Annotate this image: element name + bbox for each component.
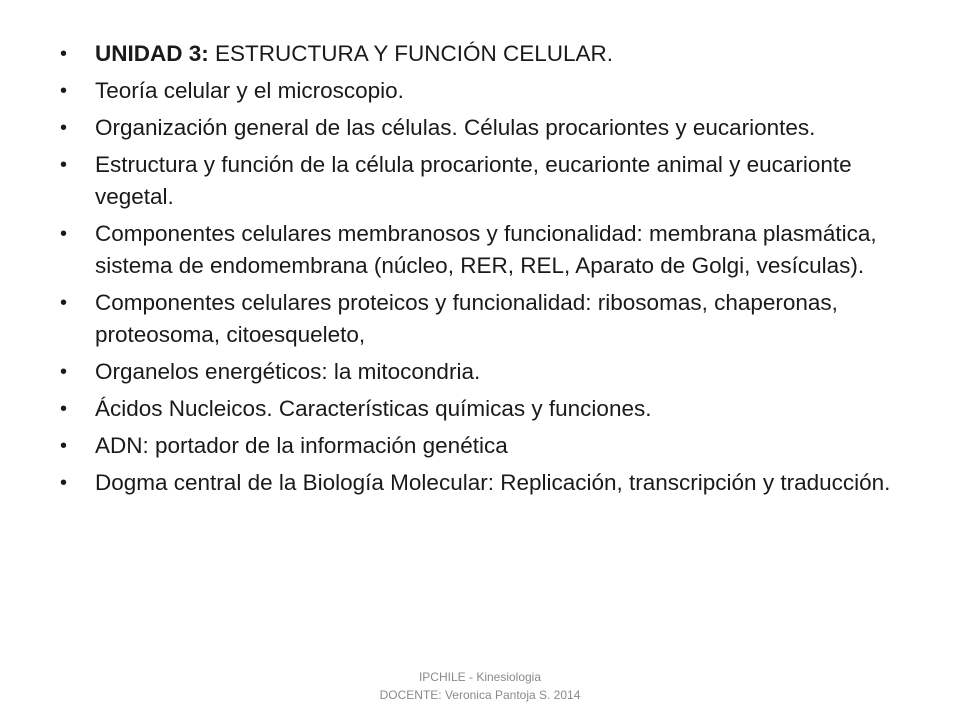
bullet-icon: • xyxy=(60,154,68,176)
bullet-text: Organelos energéticos: la mitocondria. xyxy=(95,359,481,384)
bullet-icon: • xyxy=(60,435,68,457)
bullet-text: Componentes celulares proteicos y funcionalidad: ribosomas, chaperonas, proteosoma, citoesqueleto, xyxy=(95,290,838,347)
bullet-item-estructura xyxy=(60,149,920,213)
bullet-item-proteicos xyxy=(60,287,920,351)
bullet-bold-label: UNIDAD 3: xyxy=(95,41,209,66)
bullet-text: Estructura y función de la célula procarionte, eucarionte animal y eucarionte vegetal. xyxy=(95,152,852,209)
bullet-text: Ácidos Nucleicos. Características químicas y funciones. xyxy=(95,396,652,421)
bullet-icon: • xyxy=(60,398,68,420)
footer-institution: IPCHILE - Kinesiologia xyxy=(418,670,542,684)
bullet-icon: • xyxy=(60,361,68,383)
bullet-list xyxy=(60,38,920,504)
bullet-icon: • xyxy=(60,80,68,102)
bullet-item-adn xyxy=(60,430,920,462)
footer-docente: DOCENTE: Veronica Pantoja S. 2014 xyxy=(379,688,581,702)
bullet-item-organizacion xyxy=(60,112,920,144)
bullet-item-membranosos xyxy=(60,218,920,282)
bullet-text: Organización general de las células. Células procariontes y eucariontes. xyxy=(95,115,816,140)
bullet-text: ADN: portador de la información genética xyxy=(95,433,508,458)
bullet-icon: • xyxy=(60,223,68,245)
slide-footer xyxy=(0,668,960,704)
bullet-icon: • xyxy=(60,43,68,65)
bullet-item-teoria xyxy=(60,75,920,107)
bullet-icon: • xyxy=(60,472,68,494)
bullet-icon: • xyxy=(60,117,68,139)
bullet-item-acidos xyxy=(60,393,920,425)
bullet-item-unidad xyxy=(60,38,920,70)
bullet-text: ESTRUCTURA Y FUNCIÓN CELULAR. xyxy=(208,41,614,66)
bullet-icon: • xyxy=(60,292,68,314)
bullet-text: Teoría celular y el microscopio. xyxy=(95,78,404,103)
bullet-text: Componentes celulares membranosos y funcionalidad: membrana plasmática, sistema de endomembrana (núcleo, RER, REL, Aparato de Golgi, vesículas). xyxy=(95,221,877,278)
bullet-text: Dogma central de la Biología Molecular: Replicación, transcripción y traducción. xyxy=(95,470,891,495)
bullet-item-dogma xyxy=(60,467,920,499)
bullet-item-organelos xyxy=(60,356,920,388)
